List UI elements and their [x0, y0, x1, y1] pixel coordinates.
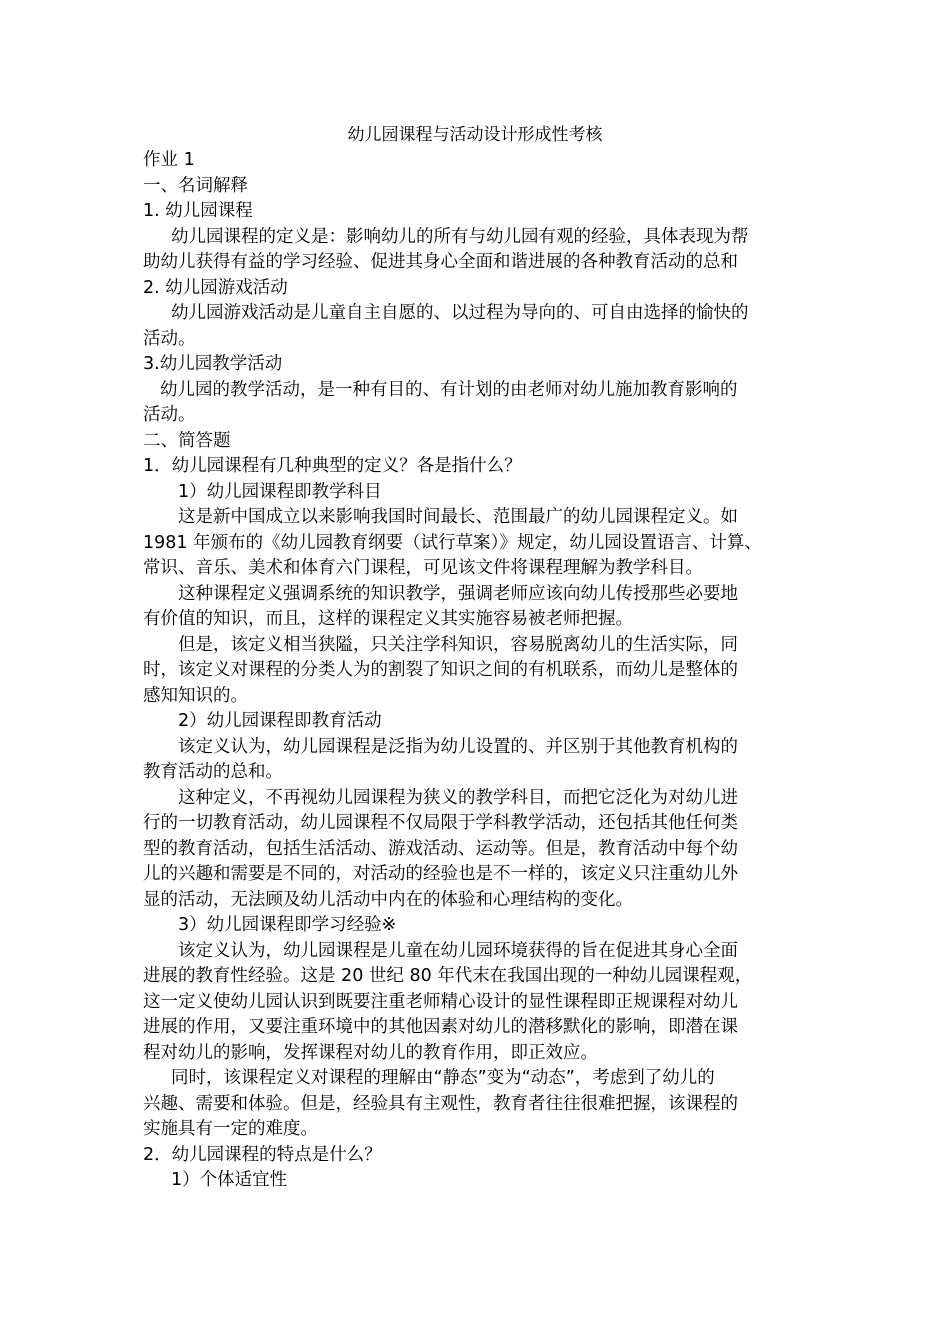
question-heading: 1．幼儿园课程有几种典型的定义？各是指什么？: [143, 456, 522, 476]
paragraph-line: 进展的教育性经验。这是 20 世纪 80 年代末在我国出现的一种幼儿园课程观，: [143, 966, 753, 986]
paragraph-line: 幼儿园课程的定义是：影响幼儿的所有与幼儿园有观的经验，具体表现为帮: [171, 226, 749, 247]
paragraph-line: 实施具有一定的难度。: [143, 1119, 318, 1139]
paragraph-line: 程对幼儿的影响，发挥课程对幼儿的教育作用，即正效应。: [143, 1042, 598, 1063]
assignment-heading: 作业 1: [143, 150, 195, 170]
subheading: 1）幼儿园课程即教学科目: [178, 481, 382, 502]
paragraph-line: 该定义认为，幼儿园课程是儿童在幼儿园环境获得的旨在促进其身心全面: [178, 940, 738, 961]
paragraph-line: 这一定义使幼儿园认识到既要注重老师精心设计的显性课程即正规课程对幼儿: [143, 991, 738, 1012]
paragraph-line: 儿的兴趣和需要是不同的，对活动的经验也是不一样的，该定义只注重幼儿外: [143, 864, 738, 884]
paragraph-line: 这种定义，不再视幼儿园课程为狭义的教学科目，而把它泛化为对幼儿进: [178, 787, 738, 808]
paragraph-line: 进展的作用，又要注重环境中的其他因素对幼儿的潜移默化的影响，即潜在课: [143, 1017, 738, 1037]
subheading: 3）幼儿园课程即学习经验※: [178, 915, 397, 935]
paragraph-line: 显的活动，无法顾及幼儿活动中内在的体验和心理结构的变化。: [143, 889, 633, 910]
subheading: 2）幼儿园课程即教育活动: [178, 711, 382, 731]
paragraph-line: 这是新中国成立以来影响我国时间最长、范围最广的幼儿园课程定义。如: [178, 507, 738, 527]
section-heading: 二、简答题: [143, 430, 231, 451]
paragraph-line: 1981 年颁布的《幼儿园教育纲要（试行草案）》规定，幼儿园设置语言、计算、: [143, 532, 762, 553]
subheading: 1）个体适宜性: [171, 1170, 288, 1190]
term-heading: 2. 幼儿园游戏活动: [143, 277, 288, 298]
paragraph-line: 兴趣、需要和体验。但是，经验具有主观性，教育者往往很难把握，该课程的: [143, 1093, 738, 1114]
paragraph-line: 有价值的知识，而且，这样的课程定义其实施容易被老师把握。: [143, 609, 633, 629]
paragraph-line: 行的一切教育活动，幼儿园课程不仅局限于学科教学活动，还包括其他任何类: [143, 813, 738, 833]
paragraph-line: 活动。: [143, 328, 196, 349]
paragraph-line: 幼儿园游戏活动是儿童自主自愿的、以过程为导向的、可自由选择的愉快的: [171, 303, 749, 323]
document-title: 幼儿园课程与活动设计形成性考核: [347, 125, 603, 145]
paragraph-line: 助幼儿获得有益的学习经验、促进其身心全面和谐进展的各种教育活动的总和: [143, 252, 738, 272]
paragraph-line: 同时，该课程定义对课程的理解由“静态”变为“动态”，考虑到了幼儿的: [171, 1068, 715, 1088]
term-heading: 1. 幼儿园课程: [143, 201, 253, 221]
paragraph-line: 这种课程定义强调系统的知识教学，强调老师应该向幼儿传授那些必要地: [178, 583, 738, 604]
paragraph-line: 常识、音乐、美术和体育六门课程，可见该文件将课程理解为教学科目。: [143, 558, 703, 578]
paragraph-line: 感知知识的。: [143, 685, 248, 706]
term-heading: 3.幼儿园教学活动: [143, 354, 283, 374]
paragraph-line: 该定义认为，幼儿园课程是泛指为幼儿设置的、并区别于其他教育机构的: [178, 736, 738, 757]
document-body: [143, 148, 823, 1194]
paragraph-line: 但是，该定义相当狭隘，只关注学科知识，容易脱离幼儿的生活实际，同: [178, 634, 738, 655]
paragraph-line: 幼儿园的教学活动，是一种有目的、有计划的由老师对幼儿施加教育影响的: [160, 379, 738, 400]
paragraph-line: 型的教育活动，包括生活活动、游戏活动、运动等。但是，教育活动中每个幼: [143, 838, 738, 859]
section-heading: 一、名词解释: [143, 175, 248, 196]
paragraph-line: 时，该定义对课程的分类人为的割裂了知识之间的有机联系，而幼儿是整体的: [143, 660, 738, 680]
paragraph-line: 活动。: [143, 405, 196, 425]
question-heading: 2．幼儿园课程的特点是什么？: [143, 1144, 382, 1165]
paragraph-line: 教育活动的总和。: [143, 762, 283, 782]
